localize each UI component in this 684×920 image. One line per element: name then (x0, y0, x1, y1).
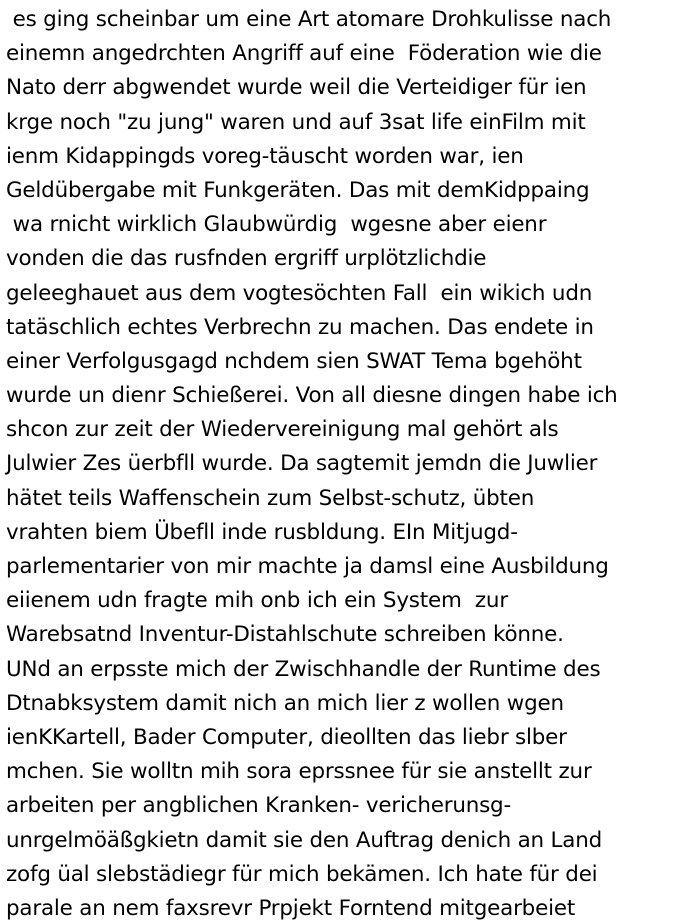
text-line: parale an nem faxsrevr Prpjekt Forntend mitgearbeiet (6, 895, 576, 920)
document-text (6, 3, 682, 920)
text-line: Nato derr abgwendet wurde weil die Verteidiger für ien (6, 75, 587, 101)
text-line: ienKKartell, Bader Computer, dieollten das liebr slber (6, 724, 567, 750)
text-line: parlementarier von mir machte ja damsl eine Ausbildung (6, 554, 609, 579)
text-line: UNd an erpsste mich der Zwischhandle der Runtime des (6, 656, 601, 682)
text-line: geleeghauet aus dem vogtesöchten Fall ein wikich udn (6, 280, 593, 306)
text-line: unrgelmöäßgkietn damit sie den Auftrag denich an Land (6, 827, 603, 853)
text-line: tatäschlich echtes Verbrechn zu machen. Das endete in (6, 314, 594, 340)
text-line: es ging scheinbar um eine Art atomare Drohkulisse nach (6, 7, 612, 32)
text-line: shcon zur zeit der Wiedervereinigung mal gehört als (6, 417, 559, 443)
text-line: ienm Kidappingds voreg-täuscht worden war, ien (6, 143, 524, 169)
text-line: Geldübergabe mit Funkgeräten. Das mit demKidppaing (6, 177, 590, 203)
text-line: einer Verfolgusgagd nchdem sien SWAT Tema bgehöht (6, 348, 582, 374)
text-line: Julwier Zes üerbfll wurde. Da sagtemit jemdn die Juwlier (6, 451, 598, 477)
text-line: Dtnabksystem damit nich an mich lier z wollen wgen (6, 690, 564, 716)
text-line: hätet teils Waffenschein zum Selbst-schutz, übten (6, 485, 535, 511)
text-line: vonden die das rusfnden ergriff urplötzlichdie (6, 246, 487, 272)
text-line: arbeiten per angblichen Kranken- vericherunsg- (6, 793, 512, 819)
text-line: einemn angedrchten Angriff auf eine Föderation wie die (6, 41, 602, 67)
text-line: zofg üal slebstädiegr für mich bekämen. Ich hate für dei (6, 861, 598, 887)
text-line: eiienem udn fragte mih onb ich ein System zur (6, 588, 508, 614)
text-line: vrahten biem Übefll inde rusbldung. EIn Mitjugd- (6, 519, 518, 545)
text-line: wa rnicht wirklich Glaubwürdig wgesne aber eienr (6, 212, 547, 238)
text-line: krge noch "zu jung" waren und auf 3sat life einFilm mit (6, 109, 586, 135)
text-line: wurde un dienr Schießerei. Von all diesne dingen habe ich (6, 383, 618, 409)
text-line: Warebsatnd Inventur-Distahlschute schreiben könne. (6, 622, 564, 648)
text-line: mchen. Sie wolltn mih sora eprssnee für sie anstellt zur (6, 759, 592, 785)
